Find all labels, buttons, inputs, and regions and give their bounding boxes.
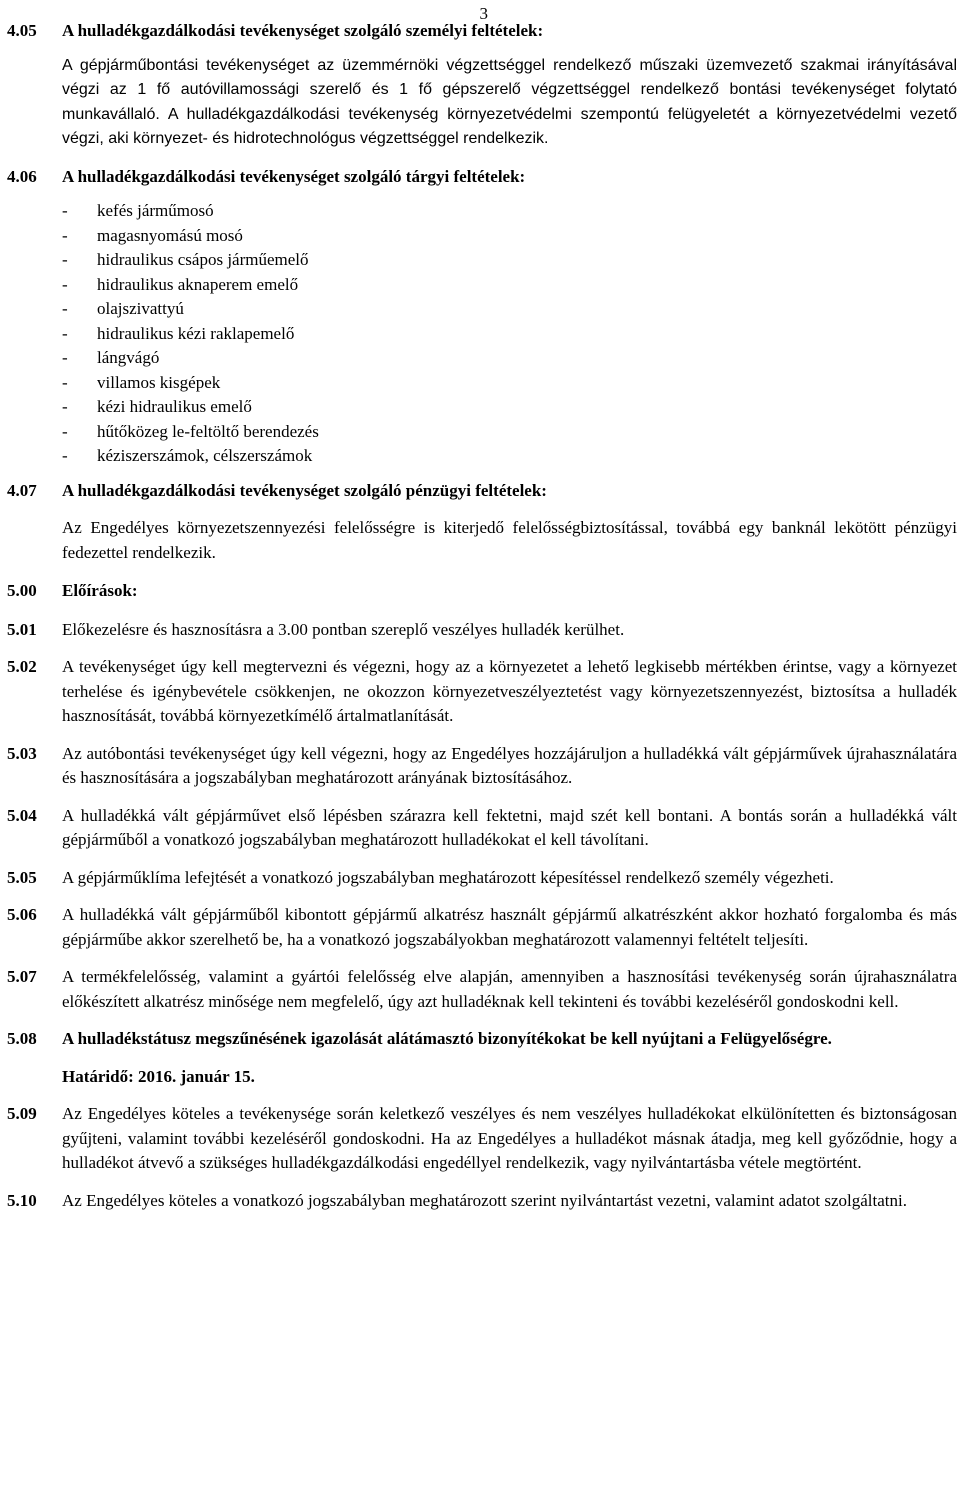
clause-number: 5.02	[7, 657, 37, 676]
section-number: 4.06	[7, 166, 37, 186]
list-item: - kézi hidraulikus emelő	[62, 397, 252, 416]
clause-text: A hulladékká vált gépjárműből kibontott gépjármű alkatrész használt gépjármű alkatrészként akkor hozható forgalomba és más gépjárműbe akkor szerelhető be, ha a vonatkozó jogszabályokban meghatározott valamennyi feltételt teljesíti.	[62, 905, 957, 949]
section-4-05-body	[7, 54, 957, 152]
clause-5-06	[7, 903, 957, 952]
clause-5-08	[7, 1027, 957, 1052]
list-item: - hidraulikus csápos járműemelő	[62, 250, 309, 269]
section-title: A hulladékgazdálkodási tevékenységet szolgáló tárgyi feltételek:	[62, 166, 526, 186]
clause-5-01	[7, 618, 957, 643]
section-title: Előírások:	[62, 581, 138, 600]
clause-5-07	[7, 965, 957, 1014]
section-title: A hulladékgazdálkodási tevékenységet szolgáló személyi feltételek:	[62, 21, 544, 40]
clause-text: A hulladékká vált gépjárművet első lépésben szárazra kell fektetni, majd szét kell bontani. A bontás során a hulladékká vált gépjárműből a vonatkozó jogszabályban meghatározott hulladékokat el kell távolítani.	[62, 805, 957, 849]
paragraph-text: A gépjárműbontási tevékenységet az üzemmérnöki végzettséggel rendelkező műszaki üzemvezető szakmai irányításával végzi az 1 fő autóvillamossági szerelő és 1 fő gépszerelő végzettséggel rendelkező bontási tevékenységet folytató munkavállaló.	[62, 56, 957, 123]
section-number: 4.07	[7, 480, 37, 500]
paragraph	[62, 54, 957, 152]
list-item: - magasnyomású mosó	[62, 225, 243, 245]
section-4-05-heading	[7, 19, 957, 44]
clause-text: Az autóbontási tevékenységet úgy kell végezni, hogy az Engedélyes hozzájáruljon a hulladékká vált gépjárművek újrahasználatára és hasznosítására a jogszabályban meghatározott arányának biztosításához.	[62, 743, 957, 787]
clause-number: 5.09	[7, 1104, 37, 1123]
clause-number: 5.05	[7, 867, 37, 887]
clause-number: 5.04	[7, 805, 37, 825]
clause-number: 5.03	[7, 743, 37, 763]
list-item: - villamos kisgépek	[62, 372, 221, 392]
clause-5-10	[7, 1189, 957, 1214]
clause-text: A tevékenységet úgy kell megtervezni és végezni, hogy az a környezetet a lehető legkisebb mértékben érintse, vagy a környezet terhelése és igénybevétele csökkenjen, ne okozzon környezetveszélyeztetést vagy környezetszennyezést, biztosítsa a hulladék hasznosítását, továbbá környezetkímélő ártalmatlanítását.	[62, 657, 957, 725]
section-number: 5.00	[7, 581, 37, 600]
list-item: - lángvágó	[62, 348, 160, 367]
clause-text: A termékfelelősség, valamint a gyártói felelősség elve alapján, amennyiben a hasznosítási tevékenység során újrahasználatra előkészített alkatrész minősége nem megfelelő, úgy azt hulladéknak kell tekinteni és további kezeléséről gondoskodni kell.	[62, 967, 957, 1011]
equipment-list	[7, 199, 957, 469]
section-title: A hulladékgazdálkodási tevékenységet szolgáló pénzügyi feltételek:	[62, 480, 547, 500]
document-body	[7, 19, 957, 1213]
section-4-07-heading	[7, 479, 957, 504]
section-number: 4.05	[7, 21, 37, 40]
page-number: 3	[479, 4, 488, 23]
clause-5-02	[7, 655, 957, 729]
clause-text: Az Engedélyes köteles a tevékenysége során keletkező veszélyes és nem veszélyes hulladékokat elkülönítetten és biztonságosan gyűjteni, valamint további kezeléséről gondoskodni. Ha az Engedélyes a hulladékot másnak átadja, meg kell győződnie, hogy a hulladékot átvevő a szükséges hulladékgazdálkodási engedéllyel rendelkezik, vagy nyilvántartásba vétele megtörtént.	[62, 1104, 957, 1172]
list-item: - hűtőközeg le-feltöltő berendezés	[62, 421, 319, 441]
clause-text: Az Engedélyes köteles a vonatkozó jogszabályban meghatározott szerint nyilvántartást vezetni, valamint adatot szolgáltatni.	[62, 1190, 907, 1210]
section-5-00-heading	[7, 579, 957, 604]
clause-5-04	[7, 804, 957, 853]
list-item: - kefés járműmosó	[62, 201, 214, 220]
clause-number: 5.10	[7, 1190, 37, 1210]
clause-text: A hulladékstátusz megszűnésének igazolását alátámasztó bizonyítékokat be kell nyújtani a Felügyelőségre.	[62, 1029, 832, 1048]
list-item: - hidraulikus kézi raklapemelő	[62, 323, 295, 343]
list-item: - kéziszerszámok, célszerszámok	[62, 446, 313, 465]
clause-5-09	[7, 1102, 957, 1176]
clause-number: 5.07	[7, 967, 37, 986]
clause-number: 5.01	[7, 619, 37, 639]
clause-5-05	[7, 866, 957, 891]
clause-number: 5.08	[7, 1029, 37, 1048]
paragraph-text: A hulladékgazdálkodási tevékenység környezetvédelmi szempontú felügyeletét a környezetvédelmi vezető végzi, aki környezet- és hidrotechnológus végzettséggel rendelkezik.	[62, 105, 958, 147]
clause-text: A gépjárműklíma lefejtését a vonatkozó jogszabályban meghatározott képesítéssel rendelkező személy végezheti.	[62, 867, 834, 887]
clause-5-03	[7, 742, 957, 791]
clause-number: 5.06	[7, 905, 37, 924]
deadline: Határidő: 2016. január 15.	[62, 1066, 255, 1086]
section-4-06-heading	[7, 165, 957, 190]
list-item: - hidraulikus aknaperem emelő	[62, 274, 299, 294]
list-item: - olajszivattyú	[62, 299, 184, 318]
clause-text: Előkezelésre és hasznosításra a 3.00 pontban szereplő veszélyes hulladék kerülhet.	[62, 619, 625, 639]
paragraph: Az Engedélyes környezetszennyezési felelősségre is kiterjedő felelősségbiztosítással, továbbá egy banknál lekötött pénzügyi fedezettel rendelkezik.	[62, 518, 957, 562]
